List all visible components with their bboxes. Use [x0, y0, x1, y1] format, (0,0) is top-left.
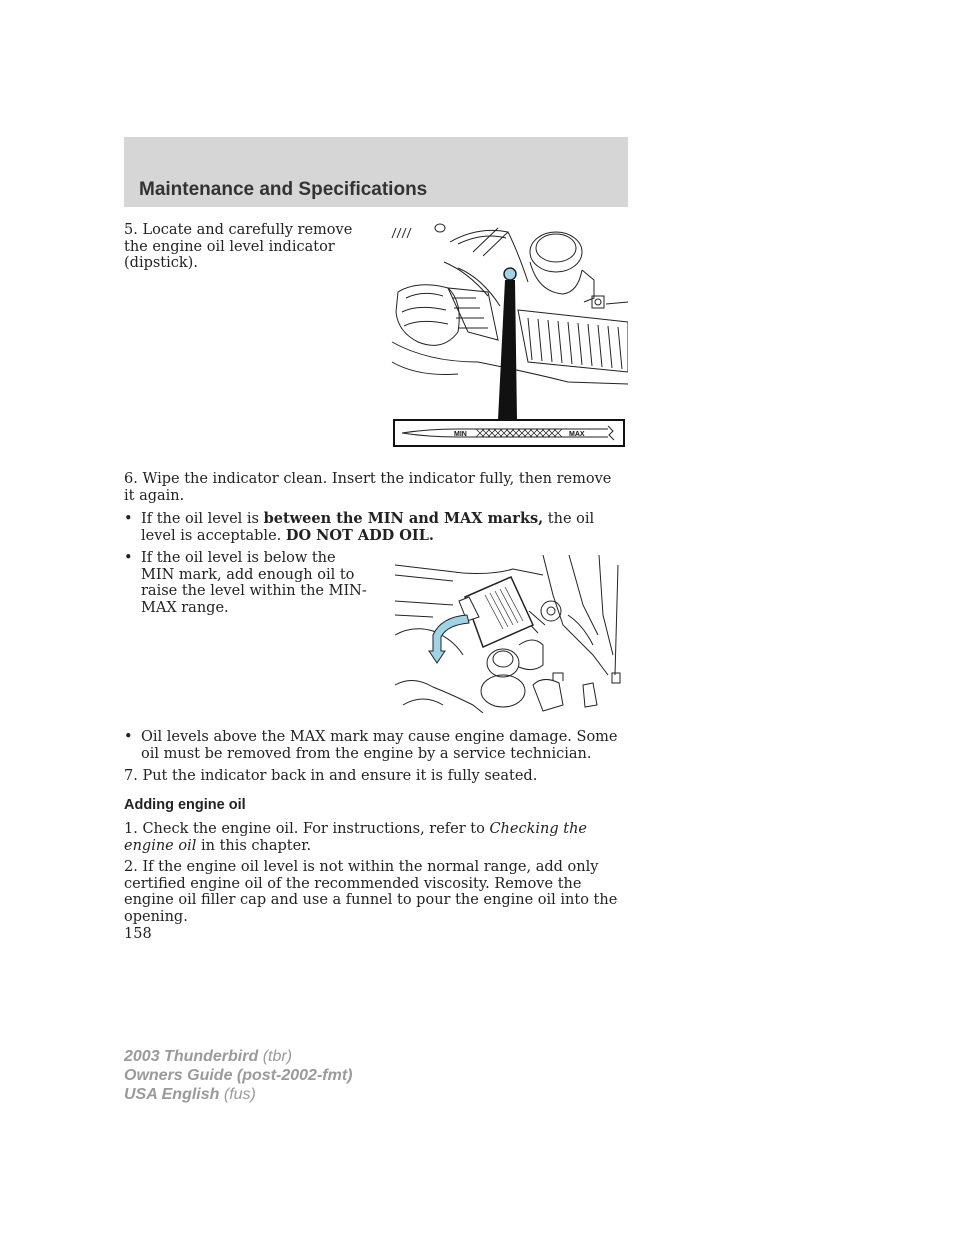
dipstick-detail-box: [394, 420, 624, 446]
adding-step-1: 1. Check the engine oil. For instructions, refer to Checking the engine oil in this chapter.: [124, 821, 587, 854]
section-heading-adding-oil: Adding engine oil: [124, 797, 246, 813]
dipstick-handle: [504, 268, 516, 280]
bullet-dot: •: [124, 550, 133, 566]
hatch-marks: [392, 228, 411, 238]
bullet-oil-acceptable: • If the oil level is between the MIN and MAX marks, the oil level is acceptable. DO NOT ADD OIL.: [124, 510, 595, 544]
dipstick-pointer: [498, 280, 517, 420]
adding-oil-illustration: [393, 555, 628, 713]
reservoir-cap: [530, 232, 582, 272]
header-band: [124, 137, 628, 207]
bullet-overfill-warning: • Oil levels above the MAX mark may cause engine damage. Some oil must be removed from the engine by a service technician.: [124, 729, 618, 762]
page-title: Maintenance and Specifications: [139, 179, 428, 200]
adding-step-2: 2. If the engine oil level is not within the normal range, add only certified engine oil of the recommended viscosity. Remove the engine oil filler cap and use a funnel to pour the engine oil into the opening.: [124, 859, 618, 925]
page-number: 158: [124, 926, 152, 942]
step-7-text: 7. Put the indicator back in and ensure it is fully seated.: [124, 768, 538, 784]
max-mark-label: MAX: [569, 431, 585, 438]
dipstick-location-illustration: [388, 222, 628, 450]
oil-bottle: [459, 577, 533, 647]
min-mark-label: MIN: [454, 431, 467, 438]
document-footer: 2003 Thunderbird (tbr) Owners Guide (post-2002-fmt) USA English (fus): [124, 1048, 353, 1103]
filler-opening: [487, 649, 519, 677]
cross-reference-link: Checking the engine oil: [124, 821, 587, 854]
step-6-text: 6. Wipe the indicator clean. Insert the indicator fully, then remove it again.: [124, 471, 612, 504]
bullet-dot: •: [124, 729, 133, 745]
bullet-add-oil: • If the oil level is below the MIN mark, add enough oil to raise the level within the MIN-MAX range.: [124, 550, 367, 616]
oil-stream: [429, 615, 469, 663]
step-5-text: 5. Locate and carefully remove the engine oil level indicator (dipstick).: [124, 222, 353, 271]
bullet-dot: •: [124, 511, 133, 527]
